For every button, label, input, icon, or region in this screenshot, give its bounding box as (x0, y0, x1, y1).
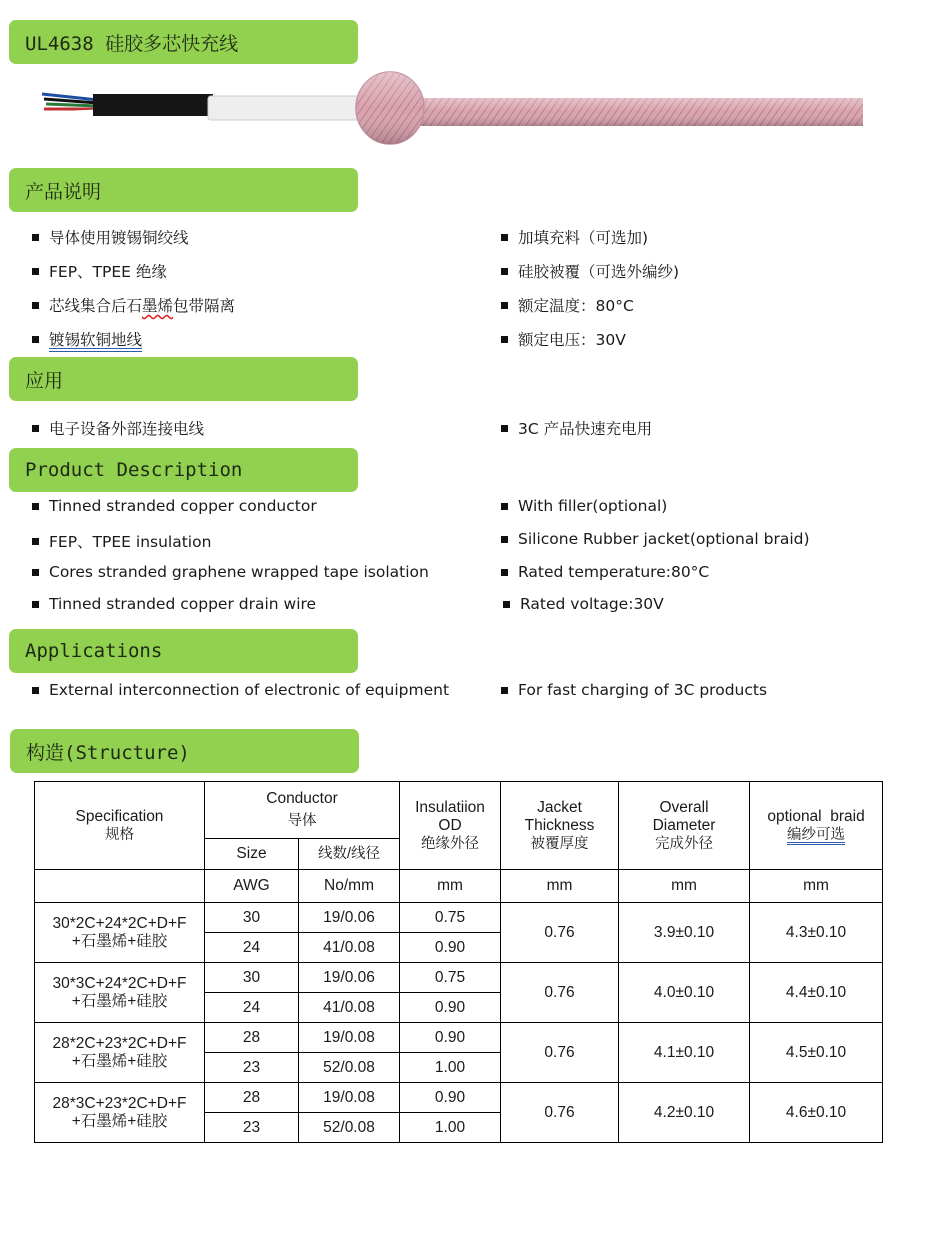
en-desc-item (501, 497, 667, 515)
en-app-item (501, 681, 767, 699)
insulation-cell: 0.75 (400, 963, 501, 993)
jacket-cell: 0.76 (501, 1023, 619, 1083)
strand-cell: 52/0.08 (299, 1053, 400, 1083)
table-row (35, 1083, 883, 1113)
spec-cell (35, 1023, 205, 1083)
strand-cell: 19/0.06 (299, 963, 400, 993)
unit-cell: AWG (205, 870, 299, 903)
header-overall (619, 782, 750, 870)
en-desc-item-text: FEP、TPEE insulation (49, 533, 212, 551)
table-row (35, 963, 883, 993)
cn-app-title: 应用 (25, 369, 64, 392)
bullet-icon (32, 503, 39, 510)
cn-desc-item (32, 260, 167, 282)
spec-line2: +石墨烯+硅胶 (71, 932, 168, 950)
header-spec (35, 782, 205, 870)
strand-cell: 52/0.08 (299, 1113, 400, 1143)
en-app-item-text: External interconnection of electronic of equipment (49, 681, 450, 699)
cn-desc-item (32, 294, 235, 316)
header-conductor-en: Conductor (266, 790, 338, 807)
spec-line1: 28*2C+23*2C+D+F (52, 1034, 187, 1052)
awg-cell: 24 (205, 933, 299, 963)
cn-desc-item (501, 260, 679, 282)
jacket-cell: 0.76 (501, 963, 619, 1023)
header-spec-cn: 规格 (105, 826, 134, 843)
strand-cell: 19/0.08 (299, 1023, 400, 1053)
header-insulation-en1: Insulatiion (415, 798, 485, 816)
header-size: Size (205, 839, 299, 870)
header-overall-cn: 完成外径 (655, 835, 714, 852)
cn-desc-title: 产品说明 (25, 180, 102, 203)
awg-cell: 24 (205, 993, 299, 1023)
insulation-cell: 0.75 (400, 903, 501, 933)
en-desc-item-text: Rated voltage:30V (520, 595, 664, 613)
header-overall-en2: Diameter (652, 816, 716, 834)
cn-app-item-text: 电子设备外部连接电线 (49, 420, 205, 438)
braid-cell: 4.4±0.10 (750, 963, 883, 1023)
cn-desc-item (501, 328, 626, 350)
cn-desc-item-text: 加填充料（可选加) (518, 229, 649, 247)
braid-cell: 4.6±0.10 (750, 1083, 883, 1143)
bullet-icon (32, 336, 39, 343)
en-app-item (32, 681, 449, 699)
awg-cell: 23 (205, 1053, 299, 1083)
bullet-icon (32, 268, 39, 275)
en-desc-item (32, 497, 317, 515)
spec-cell (35, 903, 205, 963)
spec-line1: 30*3C+24*2C+D+F (52, 974, 187, 992)
strand-cell: 41/0.08 (299, 933, 400, 963)
awg-cell: 30 (205, 903, 299, 933)
cn-desc-item (501, 226, 648, 248)
units-spacer (35, 870, 205, 903)
en-app-title: Applications (25, 640, 163, 662)
cn-desc-item-text: 硅胶被覆（可选外编纱) (518, 263, 680, 281)
braid-cell: 4.5±0.10 (750, 1023, 883, 1083)
awg-cell: 28 (205, 1023, 299, 1053)
braid-cell: 4.3±0.10 (750, 903, 883, 963)
en-desc-item (32, 563, 429, 581)
header-insulation (400, 782, 501, 870)
table-row (35, 903, 883, 933)
cn-desc-item-text (49, 294, 235, 316)
bullet-icon (32, 234, 39, 241)
bullet-icon (32, 687, 39, 694)
jacket-cell: 0.76 (501, 903, 619, 963)
od-cell: 4.1±0.10 (619, 1023, 750, 1083)
section-header-title (9, 20, 358, 64)
header-strands: 线数/线径 (299, 839, 400, 870)
spec-table (34, 781, 883, 1143)
en-desc-item-text: Tinned stranded copper drain wire (49, 595, 317, 613)
header-braid (750, 782, 883, 870)
en-desc-title: Product Description (25, 459, 243, 481)
en-desc-item (503, 595, 664, 613)
unit-cell: mm (501, 870, 619, 903)
en-desc-item (32, 530, 211, 552)
table-row (35, 1023, 883, 1053)
cn-app-item (501, 417, 652, 439)
cn-desc-item-text: FEP、TPEE 绝缘 (49, 263, 167, 281)
insulation-cell: 0.90 (400, 1023, 501, 1053)
en-desc-item (32, 595, 316, 613)
header-overall-en1: Overall (659, 798, 709, 816)
bullet-icon (32, 425, 39, 432)
cn-desc-item (501, 294, 634, 316)
unit-cell: mm (750, 870, 883, 903)
spec-line1: 30*2C+24*2C+D+F (52, 914, 187, 932)
od-cell: 4.2±0.10 (619, 1083, 750, 1143)
bullet-icon (501, 336, 508, 343)
cn-desc-item-text: 镀锡软铜地线 (49, 331, 143, 349)
strand-cell: 19/0.08 (299, 1083, 400, 1113)
text-part: 包带隔离 (173, 297, 236, 315)
cable-image (38, 68, 868, 154)
spec-line1: 28*3C+23*2C+D+F (52, 1094, 187, 1112)
awg-cell: 23 (205, 1113, 299, 1143)
spec-line2: +石墨烯+硅胶 (71, 992, 168, 1010)
insulation-cell: 1.00 (400, 1113, 501, 1143)
insulation-cell: 1.00 (400, 1053, 501, 1083)
cn-app-item-text: 3C 产品快速充电用 (518, 420, 653, 438)
bullet-icon (32, 569, 39, 576)
en-desc-item-text: Cores stranded graphene wrapped tape isolation (49, 563, 429, 581)
header-jacket-en2: Thickness (524, 816, 595, 834)
strand-cell: 41/0.08 (299, 993, 400, 1023)
cn-desc-item-text: 额定温度：80°C (518, 297, 634, 315)
header-spec-en: Specification (75, 807, 164, 825)
en-desc-item (501, 563, 709, 581)
bullet-icon (501, 503, 508, 510)
en-app-item-text: For fast charging of 3C products (518, 681, 768, 699)
insulation-cell: 0.90 (400, 993, 501, 1023)
text-part-marked: 墨烯 (142, 297, 174, 315)
bullet-icon (503, 601, 510, 608)
cn-desc-item (32, 328, 142, 350)
header-insulation-cn: 绝缘外径 (421, 835, 480, 852)
awg-cell: 30 (205, 963, 299, 993)
section-header-cn-desc (9, 168, 358, 212)
jacket-cell: 0.76 (501, 1083, 619, 1143)
en-desc-item-text: Silicone Rubber jacket(optional braid) (518, 530, 810, 548)
od-cell: 4.0±0.10 (619, 963, 750, 1023)
header-braid-en: optional braid (767, 807, 865, 825)
header-jacket-cn: 被覆厚度 (530, 835, 589, 852)
bullet-icon (501, 536, 508, 543)
structure-title: 构造(Structure) (26, 741, 190, 764)
en-desc-item (501, 530, 810, 548)
table-units-row (35, 870, 883, 903)
header-jacket (501, 782, 619, 870)
header-conductor-cn: 导体 (287, 813, 317, 829)
header-insulation-en2: OD (438, 816, 462, 834)
cn-desc-item (32, 226, 189, 248)
bullet-icon (501, 687, 508, 694)
unit-cell: mm (619, 870, 750, 903)
header-braid-cn: 编纱可选 (787, 826, 846, 843)
en-desc-item-text: Tinned stranded copper conductor (49, 497, 317, 515)
text-part: 芯线集合后石 (49, 297, 143, 315)
section-header-en-app (9, 629, 358, 673)
section-header-structure (10, 729, 359, 773)
section-header-en-desc (9, 448, 358, 492)
cn-desc-item-text: 导体使用镀锡铜绞线 (49, 229, 189, 247)
header-jacket-en1: Jacket (537, 798, 582, 816)
unit-cell: No/mm (299, 870, 400, 903)
bullet-icon (32, 538, 39, 545)
spec-cell (35, 1083, 205, 1143)
en-desc-item-text: Rated temperature:80°C (518, 563, 710, 581)
en-desc-item-text: With filler(optional) (518, 497, 668, 515)
spec-line2: +石墨烯+硅胶 (71, 1052, 168, 1070)
bullet-icon (501, 425, 508, 432)
table-header-row (35, 782, 883, 839)
bullet-icon (501, 302, 508, 309)
title-text: UL4638 硅胶多芯快充线 (25, 32, 239, 55)
unit-cell: mm (400, 870, 501, 903)
bullet-icon (501, 268, 508, 275)
header-conductor (205, 782, 400, 839)
spec-line2: +石墨烯+硅胶 (71, 1112, 168, 1130)
awg-cell: 28 (205, 1083, 299, 1113)
section-header-cn-app (9, 357, 358, 401)
bullet-icon (32, 601, 39, 608)
bullet-icon (501, 569, 508, 576)
cn-app-item (32, 417, 204, 439)
spec-cell (35, 963, 205, 1023)
bullet-icon (32, 302, 39, 309)
strand-cell: 19/0.06 (299, 903, 400, 933)
bullet-icon (501, 234, 508, 241)
cn-desc-item-text: 额定电压：30V (518, 331, 626, 349)
od-cell: 3.9±0.10 (619, 903, 750, 963)
insulation-cell: 0.90 (400, 933, 501, 963)
insulation-cell: 0.90 (400, 1083, 501, 1113)
